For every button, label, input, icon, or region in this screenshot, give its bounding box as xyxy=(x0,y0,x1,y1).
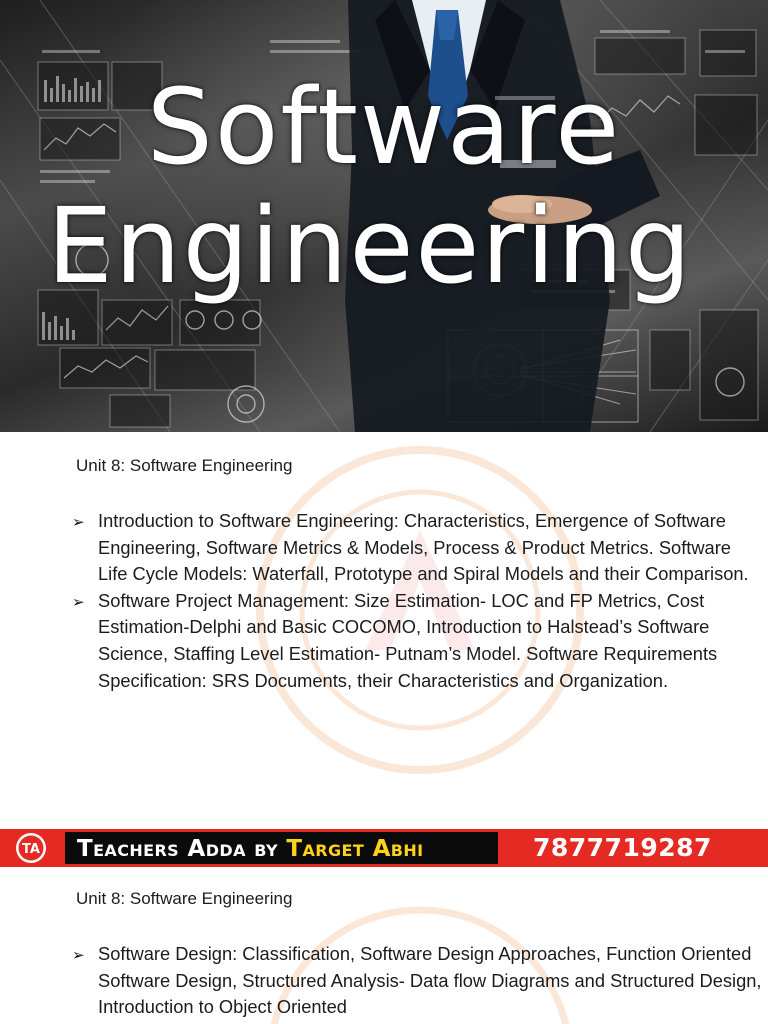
brand-strip xyxy=(65,832,498,864)
section-1-heading: Unit 8: Software Engineering xyxy=(76,456,293,475)
brand-name-part-1: Teachers Adda by xyxy=(77,836,287,862)
list-item xyxy=(72,588,764,694)
bullet-text: Software Design: Classification, Software Design Approaches, Function Oriented Software Design, Structured Analysis- Data flow Diagrams and Structured Design, Introduction to Object Oriented xyxy=(98,943,762,1018)
arrow-bullet-icon: ➢ xyxy=(72,513,85,531)
arrow-bullet-icon: ➢ xyxy=(72,946,85,964)
section-2-heading: Unit 8: Software Engineering xyxy=(76,889,293,908)
brand-name-part-2: Target Abhi xyxy=(286,836,424,862)
section-1-bullet-list xyxy=(72,508,764,694)
hero-title-line-2: Engineering xyxy=(47,185,693,307)
hero-title-line-1: Software xyxy=(146,66,622,188)
arrow-bullet-icon: ➢ xyxy=(72,592,85,611)
section-2-bullet-list xyxy=(72,941,764,1021)
logo-text: TA xyxy=(22,842,40,857)
teachers-adda-logo-icon xyxy=(14,832,48,864)
list-item xyxy=(72,508,764,588)
bullet-text: Introduction to Software Engineering: Characteristics, Emergence of Software Engineering, Software Metrics & Models, Process & Product Metrics. Software Life Cycle Models: Waterfall, Prototype and Spiral Models and their Comparison. xyxy=(98,510,749,585)
brand-name xyxy=(77,835,424,863)
phone-number: 7877719287 xyxy=(533,833,712,862)
bullet-text: Software Project Management: Size Estimation- LOC and FP Metrics, Cost Estimation-Delphi and Basic COCOMO, Introduction to Halstead’s Software Science, Staffing Level Estimation- Putnam’s Model. Software Requirements Specification: SRS Documents, their Characteristics and Organization. xyxy=(98,589,718,691)
teachers-adda-banner xyxy=(0,829,768,867)
list-item xyxy=(72,941,764,1021)
